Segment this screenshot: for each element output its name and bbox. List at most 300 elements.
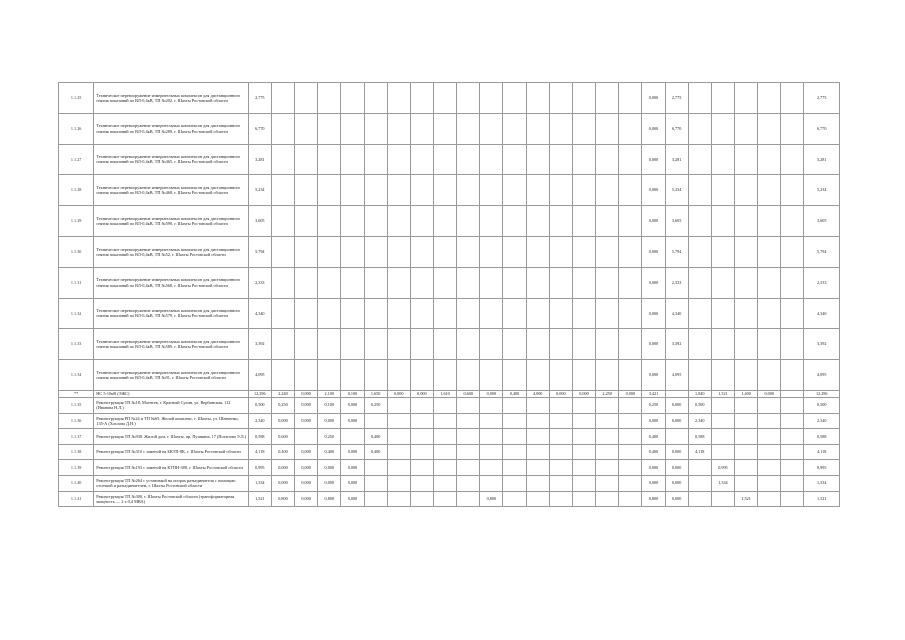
value-cell bbox=[549, 83, 572, 114]
row-description: Техническое перевооружение измерительных комплексов для дистанционного снятия показаний по ВЛ-0,4кВ, ТП №590, г. Шахты Ростовской области bbox=[94, 206, 248, 237]
value-cell: 3,281 bbox=[804, 144, 840, 175]
value-cell bbox=[572, 475, 595, 491]
value-cell: 0,000 bbox=[642, 144, 665, 175]
value-cell: 0,800 bbox=[642, 491, 665, 507]
value-cell bbox=[526, 329, 549, 360]
value-cell: 0,600 bbox=[457, 390, 480, 397]
value-cell: 0,800 bbox=[318, 491, 341, 507]
row-number: 1.1.37 bbox=[59, 429, 94, 445]
value-cell: 0,000 bbox=[341, 460, 364, 476]
value-cell bbox=[619, 83, 642, 114]
value-cell: 3,392 bbox=[665, 329, 688, 360]
value-cell bbox=[526, 298, 549, 329]
value-cell bbox=[688, 360, 711, 391]
value-cell bbox=[271, 175, 294, 206]
value-cell bbox=[480, 236, 503, 267]
row-description: Реконструкция ТП №18, Магнтев, г. Красный Сулин, ул. Вербинская, 112 (Иванова Н.Л.) bbox=[94, 397, 248, 413]
value-cell bbox=[711, 298, 734, 329]
value-cell bbox=[341, 206, 364, 237]
value-cell: 4,118 bbox=[804, 444, 840, 460]
value-cell bbox=[758, 83, 781, 114]
value-cell bbox=[433, 444, 456, 460]
value-cell: 0,000 bbox=[271, 475, 294, 491]
value-cell bbox=[619, 236, 642, 267]
value-cell bbox=[572, 267, 595, 298]
value-cell bbox=[758, 460, 781, 476]
value-cell bbox=[387, 206, 410, 237]
value-cell: 0,000 bbox=[642, 460, 665, 476]
value-cell: 0,000 bbox=[341, 475, 364, 491]
value-cell bbox=[758, 267, 781, 298]
value-cell bbox=[781, 144, 804, 175]
value-cell: 2,340 bbox=[804, 413, 840, 429]
value-cell bbox=[572, 298, 595, 329]
value-cell bbox=[503, 83, 526, 114]
value-cell bbox=[711, 113, 734, 144]
value-cell: 0,250 bbox=[642, 397, 665, 413]
value-cell bbox=[295, 429, 318, 445]
value-cell: 0,400 bbox=[364, 444, 387, 460]
value-cell bbox=[271, 360, 294, 391]
value-cell bbox=[572, 236, 595, 267]
value-cell: 0,995 bbox=[248, 460, 271, 476]
row-description: Техническое перевооружение измерительных комплексов для дистанционного снятия показаний по ВЛ-0,4кВ, ТП №589, г. Шахты Ростовской области bbox=[94, 329, 248, 360]
value-cell bbox=[549, 491, 572, 507]
value-cell bbox=[318, 236, 341, 267]
row-description: НС 5-10кВ (ЭЖС) bbox=[94, 390, 248, 397]
value-cell bbox=[433, 175, 456, 206]
value-cell bbox=[735, 298, 758, 329]
value-cell bbox=[758, 113, 781, 144]
value-cell: 5,234 bbox=[665, 175, 688, 206]
value-cell: 3,605 bbox=[665, 206, 688, 237]
value-cell bbox=[364, 413, 387, 429]
value-cell: 1,610 bbox=[433, 390, 456, 397]
table-row bbox=[59, 329, 840, 360]
value-cell bbox=[341, 360, 364, 391]
value-cell: 0,000 bbox=[642, 329, 665, 360]
value-cell bbox=[619, 360, 642, 391]
value-cell bbox=[480, 83, 503, 114]
row-description: Реконструкция ТП №310 с заменой на БКТП-8К, г. Шахты Ростовской области bbox=[94, 444, 248, 460]
value-cell bbox=[526, 144, 549, 175]
value-cell: 0,400 bbox=[642, 429, 665, 445]
value-cell bbox=[688, 144, 711, 175]
value-cell bbox=[387, 113, 410, 144]
value-cell bbox=[271, 83, 294, 114]
value-cell bbox=[526, 429, 549, 445]
value-cell bbox=[410, 429, 433, 445]
table-row bbox=[59, 144, 840, 175]
value-cell bbox=[735, 175, 758, 206]
value-cell bbox=[526, 397, 549, 413]
row-description: Реконструкция ТП №300, г. Шахты Ростовской области (трансформаторная мощность — 2 x 0,4 МВА) bbox=[94, 491, 248, 507]
value-cell bbox=[387, 491, 410, 507]
value-cell: 2,340 bbox=[248, 413, 271, 429]
value-cell bbox=[735, 444, 758, 460]
row-number: 1.1.26 bbox=[59, 113, 94, 144]
value-cell bbox=[549, 429, 572, 445]
value-cell: 0,000 bbox=[665, 413, 688, 429]
value-cell: 0,000 bbox=[295, 444, 318, 460]
value-cell bbox=[295, 298, 318, 329]
value-cell: 0,500 bbox=[248, 397, 271, 413]
value-cell bbox=[549, 360, 572, 391]
investment-program-table bbox=[58, 82, 840, 507]
value-cell: 0,500 bbox=[688, 397, 711, 413]
value-cell bbox=[688, 236, 711, 267]
value-cell bbox=[295, 236, 318, 267]
value-cell bbox=[526, 491, 549, 507]
value-cell bbox=[503, 329, 526, 360]
table-row bbox=[59, 206, 840, 237]
value-cell: 0,000 bbox=[665, 475, 688, 491]
value-cell bbox=[433, 144, 456, 175]
value-cell bbox=[758, 298, 781, 329]
value-cell bbox=[433, 360, 456, 391]
value-cell: 3,281 bbox=[248, 144, 271, 175]
value-cell: 0,600 bbox=[271, 429, 294, 445]
value-cell: 5,234 bbox=[248, 175, 271, 206]
value-cell: 0,000 bbox=[665, 444, 688, 460]
value-cell bbox=[410, 460, 433, 476]
value-cell bbox=[480, 113, 503, 144]
value-cell bbox=[688, 83, 711, 114]
value-cell bbox=[318, 113, 341, 144]
value-cell bbox=[572, 329, 595, 360]
value-cell bbox=[549, 444, 572, 460]
value-cell: 2,240 bbox=[271, 390, 294, 397]
value-cell bbox=[480, 175, 503, 206]
value-cell bbox=[735, 397, 758, 413]
table-row bbox=[59, 390, 840, 397]
value-cell bbox=[711, 236, 734, 267]
value-cell bbox=[572, 413, 595, 429]
value-cell bbox=[457, 491, 480, 507]
value-cell bbox=[433, 329, 456, 360]
value-cell: 0,000 bbox=[271, 460, 294, 476]
value-cell bbox=[410, 206, 433, 237]
value-cell: 0,000 bbox=[642, 413, 665, 429]
row-description: Техническое перевооружение измерительных комплексов для дистанционного снятия показаний по ВЛ-0,4кВ, ТП №579, г. Шахты Ростовской области bbox=[94, 298, 248, 329]
table-row bbox=[59, 267, 840, 298]
value-cell: 0,100 bbox=[318, 397, 341, 413]
value-cell bbox=[457, 206, 480, 237]
table-row bbox=[59, 298, 840, 329]
value-cell bbox=[572, 175, 595, 206]
value-cell: 0,000 bbox=[341, 413, 364, 429]
value-cell: 0,000 bbox=[665, 460, 688, 476]
value-cell bbox=[619, 113, 642, 144]
value-cell bbox=[572, 397, 595, 413]
value-cell: 2,775 bbox=[665, 83, 688, 114]
value-cell: 4,340 bbox=[248, 298, 271, 329]
value-cell: 6,770 bbox=[665, 113, 688, 144]
value-cell bbox=[596, 267, 619, 298]
value-cell: 4,095 bbox=[804, 360, 840, 391]
value-cell bbox=[457, 329, 480, 360]
value-cell bbox=[735, 429, 758, 445]
value-cell: 0,000 bbox=[295, 390, 318, 397]
value-cell bbox=[711, 429, 734, 445]
value-cell bbox=[596, 460, 619, 476]
value-cell bbox=[295, 113, 318, 144]
value-cell bbox=[387, 175, 410, 206]
value-cell bbox=[572, 113, 595, 144]
value-cell: 0,000 bbox=[572, 390, 595, 397]
value-cell: 0,000 bbox=[318, 413, 341, 429]
value-cell bbox=[758, 491, 781, 507]
row-number: 1.1.31 bbox=[59, 267, 94, 298]
value-cell bbox=[572, 206, 595, 237]
value-cell bbox=[364, 475, 387, 491]
value-cell bbox=[596, 329, 619, 360]
row-description: Реконструкция ТП №264 с установкой на опорах разъединителя с помощью отсечкой и разъединителем, г. Шахты Ростовской области bbox=[94, 475, 248, 491]
value-cell: 0,000 bbox=[480, 390, 503, 397]
value-cell: 0,588 bbox=[804, 429, 840, 445]
table-row bbox=[59, 491, 840, 507]
value-cell bbox=[572, 491, 595, 507]
value-cell: 2,333 bbox=[804, 267, 840, 298]
value-cell bbox=[341, 267, 364, 298]
value-cell bbox=[665, 390, 688, 397]
value-cell bbox=[364, 144, 387, 175]
row-number: 1.1.29 bbox=[59, 206, 94, 237]
value-cell bbox=[711, 267, 734, 298]
value-cell bbox=[295, 83, 318, 114]
value-cell bbox=[318, 329, 341, 360]
value-cell bbox=[457, 444, 480, 460]
value-cell bbox=[387, 475, 410, 491]
row-number: 1.1.27 bbox=[59, 144, 94, 175]
value-cell bbox=[364, 298, 387, 329]
value-cell bbox=[735, 413, 758, 429]
value-cell: 0,000 bbox=[318, 475, 341, 491]
value-cell: 5,794 bbox=[665, 236, 688, 267]
value-cell bbox=[735, 460, 758, 476]
value-cell bbox=[688, 267, 711, 298]
value-cell bbox=[781, 175, 804, 206]
value-cell bbox=[781, 298, 804, 329]
value-cell: 12,296 bbox=[248, 390, 271, 397]
table-row bbox=[59, 236, 840, 267]
value-cell bbox=[549, 298, 572, 329]
value-cell: 0,250 bbox=[271, 397, 294, 413]
value-cell: 5,234 bbox=[804, 175, 840, 206]
value-cell bbox=[526, 267, 549, 298]
value-cell bbox=[341, 429, 364, 445]
value-cell bbox=[549, 236, 572, 267]
value-cell bbox=[758, 360, 781, 391]
value-cell bbox=[480, 329, 503, 360]
table-row bbox=[59, 83, 840, 114]
value-cell bbox=[364, 491, 387, 507]
value-cell: 0,800 bbox=[271, 491, 294, 507]
value-cell: 0,250 bbox=[364, 397, 387, 413]
value-cell: 5,794 bbox=[804, 236, 840, 267]
value-cell bbox=[433, 113, 456, 144]
value-cell: 0,000 bbox=[642, 360, 665, 391]
table-row bbox=[59, 360, 840, 391]
value-cell: 0,000 bbox=[410, 390, 433, 397]
value-cell: 4,000 bbox=[526, 390, 549, 397]
value-cell bbox=[619, 206, 642, 237]
value-cell bbox=[271, 144, 294, 175]
value-cell bbox=[781, 360, 804, 391]
row-number: 1.1.33 bbox=[59, 329, 94, 360]
value-cell bbox=[410, 329, 433, 360]
value-cell bbox=[688, 460, 711, 476]
value-cell: 0,000 bbox=[341, 491, 364, 507]
table-row bbox=[59, 113, 840, 144]
value-cell bbox=[781, 491, 804, 507]
value-cell bbox=[364, 83, 387, 114]
value-cell bbox=[735, 144, 758, 175]
value-cell bbox=[758, 236, 781, 267]
value-cell bbox=[457, 175, 480, 206]
value-cell: 0,400 bbox=[364, 429, 387, 445]
value-cell: 0,000 bbox=[758, 390, 781, 397]
value-cell bbox=[781, 206, 804, 237]
value-cell bbox=[503, 298, 526, 329]
value-cell bbox=[341, 298, 364, 329]
value-cell bbox=[596, 413, 619, 429]
value-cell bbox=[410, 144, 433, 175]
value-cell bbox=[711, 444, 734, 460]
value-cell bbox=[271, 206, 294, 237]
value-cell bbox=[341, 175, 364, 206]
value-cell bbox=[781, 83, 804, 114]
value-cell bbox=[758, 397, 781, 413]
value-cell bbox=[781, 397, 804, 413]
value-cell bbox=[619, 329, 642, 360]
value-cell bbox=[549, 206, 572, 237]
value-cell: 4,118 bbox=[688, 444, 711, 460]
value-cell bbox=[503, 360, 526, 391]
value-cell: 5,794 bbox=[248, 236, 271, 267]
value-cell bbox=[526, 360, 549, 391]
value-cell bbox=[410, 413, 433, 429]
value-cell bbox=[688, 475, 711, 491]
value-cell bbox=[688, 491, 711, 507]
value-cell bbox=[596, 236, 619, 267]
value-cell bbox=[619, 491, 642, 507]
value-cell bbox=[619, 444, 642, 460]
value-cell bbox=[318, 360, 341, 391]
value-cell: 0,000 bbox=[318, 460, 341, 476]
value-cell bbox=[619, 460, 642, 476]
value-cell bbox=[364, 360, 387, 391]
table-row bbox=[59, 460, 840, 476]
value-cell bbox=[271, 329, 294, 360]
value-cell: 0,000 bbox=[642, 236, 665, 267]
value-cell: 0,000 bbox=[341, 444, 364, 460]
value-cell bbox=[619, 397, 642, 413]
value-cell bbox=[781, 413, 804, 429]
value-cell bbox=[735, 206, 758, 237]
value-cell: 0,000 bbox=[295, 460, 318, 476]
value-cell bbox=[271, 236, 294, 267]
value-cell bbox=[781, 236, 804, 267]
value-cell bbox=[410, 267, 433, 298]
value-cell bbox=[526, 444, 549, 460]
row-description: Техническое перевооружение измерительных комплексов для дистанционного снятия показаний по ВЛ-0,4кВ, ТП №289, г. Шахты Ростовской области bbox=[94, 113, 248, 144]
value-cell bbox=[735, 236, 758, 267]
value-cell bbox=[410, 236, 433, 267]
value-cell bbox=[526, 475, 549, 491]
value-cell bbox=[387, 397, 410, 413]
value-cell bbox=[410, 360, 433, 391]
value-cell: 3,392 bbox=[804, 329, 840, 360]
value-cell bbox=[433, 236, 456, 267]
value-cell bbox=[387, 236, 410, 267]
value-cell bbox=[433, 413, 456, 429]
value-cell: 0,400 bbox=[271, 444, 294, 460]
value-cell bbox=[295, 329, 318, 360]
value-cell bbox=[758, 206, 781, 237]
value-cell bbox=[503, 236, 526, 267]
value-cell bbox=[711, 144, 734, 175]
row-description: Техническое перевооружение измерительных комплексов для дистанционного снятия показаний по ВЛ-0,4кВ, ТП №465, г. Шахты Ростовской области bbox=[94, 144, 248, 175]
value-cell bbox=[480, 206, 503, 237]
value-cell: 1,334 bbox=[248, 475, 271, 491]
value-cell bbox=[433, 397, 456, 413]
value-cell: 0,000 bbox=[295, 491, 318, 507]
value-cell bbox=[480, 360, 503, 391]
value-cell bbox=[596, 475, 619, 491]
value-cell bbox=[503, 413, 526, 429]
value-cell bbox=[758, 429, 781, 445]
value-cell bbox=[503, 460, 526, 476]
value-cell bbox=[503, 206, 526, 237]
row-number: 1.1.41 bbox=[59, 491, 94, 507]
value-cell bbox=[503, 267, 526, 298]
value-cell bbox=[711, 360, 734, 391]
value-cell bbox=[688, 298, 711, 329]
value-cell bbox=[387, 267, 410, 298]
value-cell bbox=[387, 329, 410, 360]
row-description: Техническое перевооружение измерительных комплексов для дистанционного снятия показаний по ВЛ-0,4кВ, ТП №91, г. Шахты Ростовской области bbox=[94, 360, 248, 391]
value-cell bbox=[781, 267, 804, 298]
value-cell bbox=[549, 175, 572, 206]
value-cell: 0,000 bbox=[295, 475, 318, 491]
value-cell bbox=[457, 460, 480, 476]
value-cell bbox=[758, 175, 781, 206]
value-cell: 0,000 bbox=[295, 397, 318, 413]
value-cell bbox=[295, 206, 318, 237]
value-cell bbox=[758, 329, 781, 360]
value-cell: 3,605 bbox=[248, 206, 271, 237]
value-cell: 12,296 bbox=[804, 390, 840, 397]
value-cell: 1,840 bbox=[688, 390, 711, 397]
value-cell bbox=[711, 175, 734, 206]
value-cell bbox=[387, 144, 410, 175]
value-cell bbox=[781, 429, 804, 445]
value-cell bbox=[619, 267, 642, 298]
value-cell bbox=[318, 144, 341, 175]
value-cell: 4,118 bbox=[248, 444, 271, 460]
value-cell bbox=[758, 144, 781, 175]
value-cell bbox=[549, 475, 572, 491]
value-cell: 0,000 bbox=[642, 267, 665, 298]
value-cell: 0,000 bbox=[642, 83, 665, 114]
value-cell bbox=[295, 360, 318, 391]
value-cell: 3,421 bbox=[642, 390, 665, 397]
value-cell bbox=[596, 397, 619, 413]
value-cell bbox=[433, 267, 456, 298]
value-cell bbox=[503, 475, 526, 491]
value-cell bbox=[619, 429, 642, 445]
